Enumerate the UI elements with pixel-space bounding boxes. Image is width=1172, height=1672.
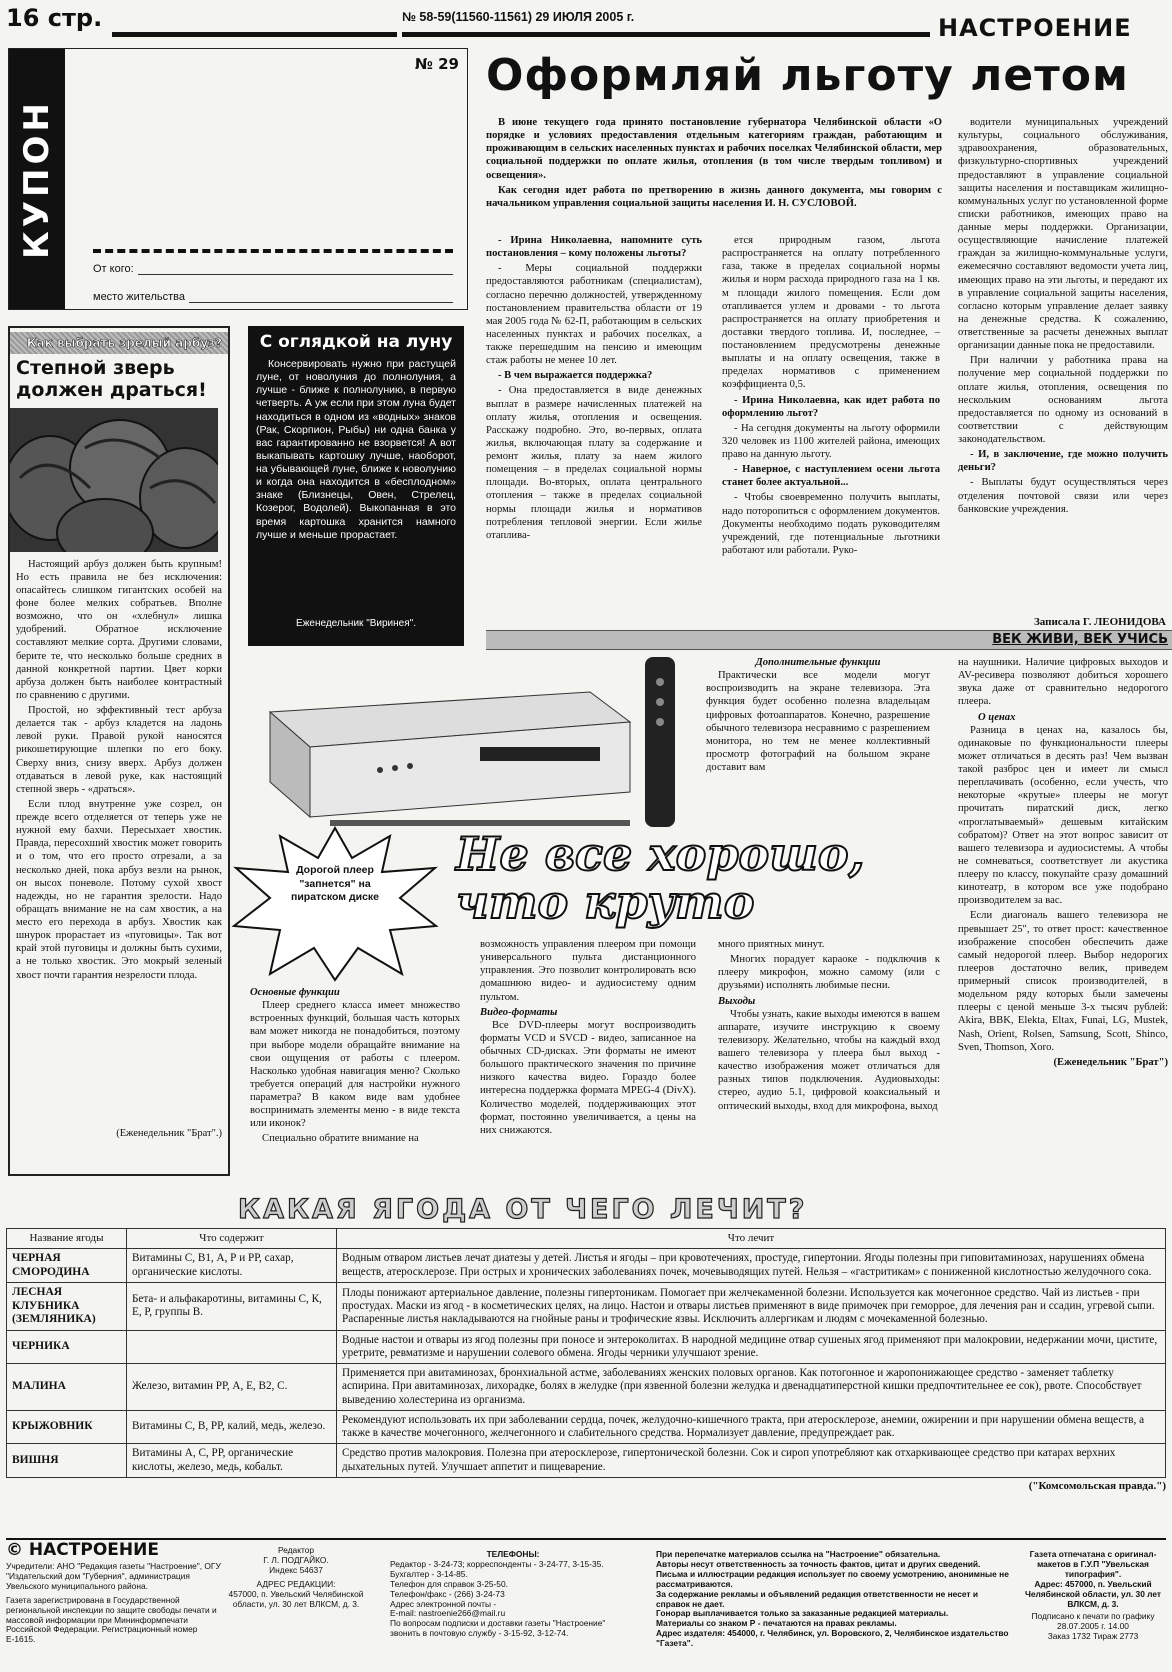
dvd-para: Практически все модели могут воспроизводить на экране телевизора. Эта функция будет особенно полезна владельцам цифровых фотоаппаратов. Конечно, разрешение обычного телевизора несравнимо с разрешением монитора, но тем не менее коллективный просмотр фотографий на большом экране доставит вам: [706, 670, 930, 773]
dvd-main-functions: [250, 986, 460, 1148]
dvd-para: Разница в ценах на, казалось бы, одинаковые по функциональности плееры может отличаться в десять раз! Чем вызван такой разброс цен и имеет ли смысл переплачивать (особенно, если учесть, что некоторые «крутые» плееры не могут прочитать пиратский диск, легко «проглатываемый» дешевым китайским собратом)? Ответ на этот вопрос зависит от вашего телевизора и аудиосистемы. А чтобы не сомневаться, соответствует ли акустика плееру по классу, покупайте сразу домашний кинотеатр, в котором все уже подобрано производителем за вас.: [958, 724, 1168, 907]
answer: - На сегодня документы на льготу оформили 320 человек из 1100 жителей района, имеющих право на данную льготу.: [722, 422, 940, 460]
dvd-para: возможность управления плеером при помощи универсального пульта дистанционного управления. Это позволит контролировать всю домашнюю видео- и аудиосистему одним пультом.: [480, 939, 696, 1003]
watermelon-photo: [10, 408, 218, 552]
table-row: [7, 1283, 1166, 1331]
coupon-from-row[interactable]: [93, 263, 453, 275]
print-address: Адрес: 457000, п. Увельский Челябинской области, ул. 30 лет ВЛКСМ, д. 3.: [1024, 1578, 1162, 1609]
print-text: Газета отпечатана с оригинал-макетов в Г.У.П "Увельская типография".: [1029, 1549, 1157, 1579]
berry-cures: Водные настои и отвары из ягод полезны при поносе и энтероколитах. В народной медицине отвар сушеных ягод применяют при малокровии, недержании мочи, цистите, уретрите, ревматизме и нарушении солевого обмена. Ягоды черники улучшают зрение.: [337, 1330, 1166, 1363]
dvd-mid-col: [480, 938, 696, 1139]
header-rule-left: [112, 32, 397, 37]
col-header: Что лечит: [337, 1229, 1166, 1249]
berry-cures: Применяется при авитаминозах, бронхиальной астме, заболеваниях женских половых органов. Как потогонное и жаропонижающее средство - заменяет таблетку аспирина. При авитаминозах, лихорадке, болях в желудке (при язвенной болезни желудка и двенадцатиперстной кишки предпочтительнее ее сок), рвоте. Способствует выведению холестерина из организма.: [337, 1364, 1166, 1411]
coupon-side-label: КУПОН: [9, 49, 65, 309]
article-signature: Записала Г. ЛЕОНИДОВА: [1033, 616, 1166, 628]
phone-line: Бухгалтер - 3-14-85.: [390, 1568, 468, 1579]
phone-line: Телефон для справок 3-25-50.: [390, 1578, 508, 1589]
melon-article: [8, 326, 230, 1176]
moon-title: С оглядкой на луну: [259, 332, 453, 352]
melon-para: Если плод внутренне уже созрел, он прежде всего отделяется от теперь уже не нужной ему бахчи. Пересыхает хвостик. Правда, пересохший хвостик может говорить и о том, что его просто отрезали, а за несколько дней, пока арбуз везли на рынок, он высох поневоле. Потому сухой хвост надежды, но не гарантия зрелости. Надо обращать внимание не на сам хвостик, а на место его перехода в арбуз. Хвостик как шнурок прорастает из «пуговицы». Так вот край этой пуговицы и должны быть сухими, а не только хвостик. Это мокрый зеленый хвост почти гарантия незрелости плода.: [16, 798, 222, 981]
dvd-para: Плеер среднего класса имеет множество встроенных функций, большая часть которых вам может никогда не понадобиться, поэтому при выборе модели обращайте внимание на свои ощущения от работы с плеером. Насколько удобная навигация меню? Сколько требуется операций для настройки нужного параметра? В каком виде вам удобнее воспринимать элементы меню - в виде текста или иконок?: [250, 1000, 460, 1130]
berry-cures: Средство против малокровия. Полезна при атеросклерозе, гипертонической болезни. Сок и сироп употребляют как отхаркивающее средство при катарах верхних дыхательных путей. Улучшает аппетит и пищеварение.: [337, 1444, 1166, 1477]
star-text: Дорогой плеер "запнется" на пиратском диске: [290, 864, 380, 904]
coupon-from-line[interactable]: [138, 263, 453, 275]
melon-kicker-band: [10, 332, 228, 354]
berry-contains: Витамины А, С, РР, органические кислоты, железо, медь, кобальт.: [127, 1444, 337, 1477]
berry-name: ВИШНЯ: [7, 1444, 127, 1477]
note-line: Адрес издателя: 454000, г. Челябинск, ул. Воровского, 2, Челябинское издательство "Газета".: [656, 1628, 1009, 1649]
phone-line: Телефон/факс - (266) 3-24-73: [390, 1588, 505, 1599]
berry-contains: [127, 1330, 337, 1363]
dvd-right-col: [958, 656, 1168, 1069]
footer-notes: [656, 1550, 1012, 1649]
berries-table-wrap: [6, 1228, 1166, 1492]
page-number: 16 стр.: [6, 4, 103, 32]
registration-text: Газета зарегистрирована в Государственной региональной инспекции по защите свободы печати и массовой информации при Мининформпечати Российской Федерации. Регистрационный номер Е-1615.: [6, 1594, 217, 1645]
dvd-banner: [486, 630, 1172, 650]
coupon-place-line[interactable]: [189, 291, 453, 303]
berry-contains: Витамины С, В, РР, калий, медь, железо.: [127, 1410, 337, 1443]
phone-line: Редактор - 3-24-73; корреспонденты - 3-24-77, 3-15-35.: [390, 1558, 604, 1569]
heading-outputs: Выходы: [718, 995, 756, 1007]
footer-rule: [6, 1538, 1166, 1540]
dvd-source: (Еженедельник "Брат"): [1053, 1056, 1168, 1068]
berry-cures: Рекомендуют использовать их при заболевании сердца, почек, желудочно-кишечного тракта, при атеросклерозе, анемии, ожирении и при нарушении обмена веществ, а также в качестве мочегонного, желчегонного и слабительного средства. Нормализует давление, предупреждает рак.: [337, 1410, 1166, 1443]
coupon: [8, 48, 468, 310]
answer: - Она предоставляется в виде денежных выплат в размере начисленных платежей на оплату жилья, отопления и освещения. Расскажу подробно. Это, во-первых, оплата жилья, включающая плату за содержание и ремонт жилья, плату за наем жилого помещения – в пределах социальной нормы площади. Во-вторых, оплата центрального отопления – также в пределах социальной нормы площади жилья и нормативов потребления тепловой энергии. Если жилье отаплива-: [486, 385, 702, 541]
berry-contains: Бета- и альфакаротины, витамины С, К, Е, Р, группы В.: [127, 1283, 337, 1331]
note-line: При перепечатке материалов ссылка на "Настроение" обязательна.: [656, 1549, 941, 1559]
berry-name: МАЛИНА: [7, 1364, 127, 1411]
melon-para: Настоящий арбуз должен быть крупным! Но есть правила не без исключения: опасайтесь слишком гигантских особей на фоне более мелких собратьев. Вполне возможно, что он «хлебнул» лишка удобрений. Обратное исключение составляют мелкие сорта. Другими словами, берите те, что несколько больше средних в данной конкретной партии. Цвет корки арбуза должен быть наиболее контрастный по сравнению с другими.: [16, 558, 222, 701]
coupon-place-row[interactable]: [93, 291, 453, 303]
coupon-number: № 29: [414, 55, 459, 73]
berry-cures: Плоды понижают артериальное давление, полезны гипертоникам. Помогает при желчекаменной болезни. Используется как мочегонное средство. Чай из листьев - при простудах. Маски из ягод - в косметических целях, на лицо. Настои и отвары листьев применяют в виде примочек при геморрое, для лечения ран и ссадин, угревой сыпи. Распаренные листья накладываются на гнойные раны и трофические язвы. Исключить аллергикам и людям с мочекаменной болезнью.: [337, 1283, 1166, 1331]
answer: - Чтобы своевременно получить выплаты, надо поторопиться с оформлением документов. Документы необходимо подать руководителям учреждений, где потенциальные льготники работают или работали. Руко-: [722, 492, 940, 556]
footer-logo: © НАСТРОЕНИЕ: [6, 1540, 159, 1560]
dvd-title-line-1: Не все хорошо,: [456, 827, 865, 881]
dvd-para: Многих порадует караоке - подключив к плееру микрофон, можно самому (или с друзьями) исполнять любимые песни.: [718, 954, 940, 992]
editor-label: Редактор: [277, 1545, 315, 1555]
dvd-para: Все DVD-плееры могут воспроизводить форматы VCD и SVCD - видео, записанное на обычных CD-дисках. Эти форматы не имеют большого практического значения по причине низкого качества видео. Гораздо более интересна поддержка формата MPEG-4 (DivX). Количество моделей, поддерживающих этот формат, постоянно увеличивается, а цены на них снижаются.: [480, 1019, 696, 1136]
address-label: АДРЕС РЕДАКЦИИ:: [256, 1578, 336, 1589]
moon-source: Еженедельник "Виринея".: [296, 618, 416, 629]
coupon-cut-line: [93, 249, 453, 253]
article-col-3: [958, 116, 1168, 612]
index-text: Индекс 54637: [269, 1564, 323, 1575]
question: - И, в заключение, где можно получить деньги?: [958, 449, 1168, 474]
berry-name: ЧЕРНАЯ СМОРОДИНА: [7, 1248, 127, 1282]
header-rule-right: [402, 32, 930, 37]
berry-contains: Железо, витамин РР, А, Е, В2, С.: [127, 1364, 337, 1411]
answer: - Меры социальной поддержки предоставляются работникам (специалистам), согласно перечню должностей, утвержденному постановлением правительства области от 19 мая 2005 года № 62-П, работающим в сельских населенных пунктах и рабочих поселках, а также перешедшим на пенсию и имеющим стаж работы не менее 10 лет.: [486, 263, 702, 367]
signed-text: Подписано к печати по графику 28.07.2005 г. 14.00: [1031, 1611, 1155, 1632]
question: - Ирина Николаевна, напомните суть постановления – кому положены льготы?: [486, 235, 702, 260]
dvd-player-image: [250, 652, 690, 832]
melon-title: Степной зверь должен драться!: [16, 357, 207, 401]
berry-name: КРЫЖОВНИК: [7, 1410, 127, 1443]
note-line: Письма и иллюстрации редакция использует по своему усмотрению, анонимные не рассматриваются.: [656, 1568, 1009, 1589]
editor-name: Г. Л. ПОДГАЙКО.: [263, 1554, 329, 1565]
article-col-1: [486, 234, 702, 630]
dvd-para: Специально обратите внимание на: [262, 1133, 419, 1145]
note-line: За содержание рекламы и объявлений редакция ответственности не несет и справок не дает.: [656, 1588, 978, 1609]
answer: - Выплаты будут осуществляться через отделения почтовой связи или через банковские учреждения.: [958, 477, 1168, 515]
heading-video: Видео-форматы: [480, 1006, 558, 1018]
order-text: Заказ 1732 Тираж 2773: [1047, 1631, 1139, 1642]
coupon-from-label: От кого:: [93, 263, 134, 275]
dvd-extra: [706, 656, 930, 776]
note-line: Гонорар выплачивается только за заказанные редакцией материалы.: [656, 1608, 949, 1619]
berry-name: ЧЕРНИКА: [7, 1330, 127, 1363]
phone-line: По вопросам подписки и доставки газеты "Настроение": [390, 1618, 606, 1629]
heading-main: Основные функции: [250, 987, 340, 998]
dvd-para: Если диагональ вашего телевизора не превышает 25", то ответ прост: качественное изображение способен обеспечить даже самый недорогой плеер. Выбор недорогих плееров достаточно велик, приведем примерный список производителей, в модельном ряду которых были замечены плееры с ценой меньше 3-х тысяч рублей: Akira, BBK, Elekta, Eltax, Funai, LG, Mustek, Nash, Orient, Rolsen, Samsung, Scott, Shinco, Sven, Thomson, Xoro.: [958, 910, 1168, 1053]
footer-phones: [390, 1550, 636, 1639]
berries-title: КАКАЯ ЯГОДА ОТ ЧЕГО ЛЕЧИТ?: [238, 1194, 808, 1225]
melon-source: (Еженедельник "Брат".): [116, 1127, 222, 1139]
lead-para-2: Как сегодня идет работа по претворению в жизнь данного документа, мы говорим с начальником управления социальной защиты населения И. Н. СУСЛОВОЙ.: [486, 184, 942, 209]
question: - Наверное, с наступлением осени льгота станет более актуальной...: [722, 464, 940, 489]
issue-line: № 58-59(11560-11561) 29 ИЮЛЯ 2005 г.: [402, 10, 635, 24]
answer: ется природным газом, льгота распространяется на оплату потребленного газа, также в пределах социальной нормы жилья и норм расхода природного газа на 1 кв. м площади жилого помещения. Если дом отапливается углем и дровами - то льгота распространяется на оплату приобретения и доставки твердого топлива. И, последнее, – постановлением предусмотрены денежные выплаты и на оплату освещения, также в пределах нормативов с применением коэффициента 0,5.: [722, 235, 940, 391]
dvd-title-line-2: что круто: [456, 875, 755, 930]
melon-body: [16, 558, 222, 1128]
footer-editor: [228, 1546, 364, 1609]
berries-table: [6, 1228, 1166, 1478]
moon-body: Консервировать нужно при растущей луне, от новолуния до полнолуния, а лучше - ближе к полнолунию, в первую четверть. А уж если при этом луна будет находиться в одном из «водных» знаков (Рак, Скорпион, Рыбы) ни одна банка у вас гарантированно не взорвется! А вот выкапывать картошку лучше, наоборот, на убывающей луне, ближе к новолунию и когда она находится в «бесплодном» знаке (Близнецы, Овен, Стрелец, Козерог, Водолей). Выкопанная в это время картошка хранится намного лучше и меньше прорастает.: [256, 358, 456, 541]
table-row: [7, 1330, 1166, 1363]
table-row: [7, 1410, 1166, 1443]
table-row: [7, 1444, 1166, 1477]
lead-para-1: В июне текущего года принято постановление губернатора Челябинской области «О порядке и условиях предоставления отдельным категориям граждан, работающим и проживающим в сельских населенных пунктах и рабочих поселках Челябинской области, мер социальной поддержки по оплате жилья, отопления (в том числе твердым топливом) и освещения».: [486, 117, 942, 181]
note-line: Материалы со знаком Р - печатаются на правах рекламы.: [656, 1618, 897, 1629]
berry-name: ЛЕСНАЯ КЛУБНИКА (ЗЕМЛЯНИКА): [7, 1283, 127, 1331]
question: - В чем выражается поддержка?: [498, 370, 653, 382]
address-text: 457000, п. Увельский Челябинской области, ул. 30 лет ВЛКСМ, д. 3.: [228, 1588, 364, 1609]
melon-para: Простой, но эффективный тест арбуза делается так - арбуз кладется на ладонь левой руки. Правой рукой наносятся рикошетирующие шлепки по его боку. Сверху вниз, снизу вверх. Арбуз должен отдаваться в левой руке, как настоящий степной зверь - «драться».: [16, 705, 222, 795]
footer-print: [1018, 1550, 1168, 1642]
heading-extra: Дополнительные функции: [755, 657, 881, 668]
phone-line: Адрес электронной почты -: [390, 1598, 497, 1609]
dvd-para: Чтобы узнать, какие выходы имеются в вашем аппарате, изучите инструкцию к своему телевизору. Желательно, чтобы на каждый вход вашего телевизора у плеера был выход - качество изображения может отличаться для разных типов подключения. Аудиовыходы: стерео, аудио 5.1, цифровой коаксиальный и оптический выходы, вход для микрофона, выход: [718, 1008, 940, 1112]
founders-text: Учредители: АНО "Редакция газеты "Настроение", ОГУ "Издательский дом "Губерния", администрация Увельского муниципального района.: [6, 1561, 221, 1591]
article-lead: [486, 116, 942, 212]
phone-line: звонить в почтовую службу - 3-15-92, 3-12-74.: [390, 1628, 569, 1639]
email-link[interactable]: E-mail: nastroenie266@mail.ru: [390, 1608, 506, 1619]
newspaper-name: НАСТРОЕНИЕ: [938, 14, 1132, 42]
table-row: [7, 1248, 1166, 1282]
moon-box: [248, 326, 464, 646]
coupon-place-label: место жительства: [93, 291, 185, 303]
article-title: Оформляй льготу летом: [486, 50, 1129, 101]
berries-source: ("Комсомольская правда."): [1028, 1479, 1166, 1492]
answer: водители муниципальных учреждений культуры, социального обслуживания, здравоохранения, образовательных, физкультурно-спортивных учреждений предоставляют в управление социальной защиты населения и поставщикам жилищно-коммунальных услуг по установленной форме списки работников, имеющих право на данные меры поддержки. Организации, осуществляющие начисление платежей граждан за жилищно-коммунальные услуги, ежемесячно составляют ведомости учета лиц, имеющих право на эти льготы, и передают их в управление социальной защиты населения, согласно которым управление делает заявку на денежные средства. К сожалению, ответственные за расчеты денежных выплат организации данные пока не предоставили.: [958, 117, 1168, 352]
table-row: [7, 1364, 1166, 1411]
dvd-banner-label: ВЕК ЖИВИ, ВЕК УЧИСЬ: [992, 632, 1168, 647]
col-header: Название ягоды: [7, 1229, 127, 1249]
dvd-c3: [718, 938, 940, 1115]
col-header: Что содержит: [127, 1229, 337, 1249]
footer-founders: [6, 1562, 224, 1645]
melon-kicker: Как выбрать зрелый арбуз?: [26, 336, 222, 350]
dvd-title: [456, 827, 865, 930]
table-header-row: [7, 1229, 1166, 1249]
article-col-2: [722, 234, 940, 630]
phones-label: ТЕЛЕФОНЫ:: [486, 1549, 540, 1559]
dvd-para: много приятных минут.: [718, 939, 825, 950]
dvd-para: на наушники. Наличие цифровых выходов и AV-ресивера позволяют добиться хорошего звука даже от сравнительно недорогого плеера.: [958, 657, 1168, 708]
berry-contains: Витамины С, В1, А, Р и РР, сахар, органические кислоты.: [127, 1248, 337, 1282]
note-line: Авторы несут ответственность за точность фактов, цитат и других сведений.: [656, 1558, 981, 1569]
berry-cures: Водным отваром листьев лечат диатезы у детей. Листья и ягоды – при кровотечениях, простуде, гипертонии. Ягоды полезны при гиповитаминозах, нарушениях обмена веществ, атеросклерозе. При острых и хронических заболеваниях почек, мочевыводящих путей. Нельзя – «гастритикам» с пониженной кислотностью желудочного сока.: [337, 1248, 1166, 1282]
question: - Ирина Николаевна, как идет работа по оформлению льгот?: [722, 394, 940, 419]
heading-price: О ценах: [978, 711, 1016, 723]
answer: При наличии у работника права на получение мер социальной поддержки по оплате жилья, отопления, освещения по нескольким основаниям льгота предоставляется по одному из оснований в соответствии с действующим законодательством.: [958, 355, 1168, 445]
